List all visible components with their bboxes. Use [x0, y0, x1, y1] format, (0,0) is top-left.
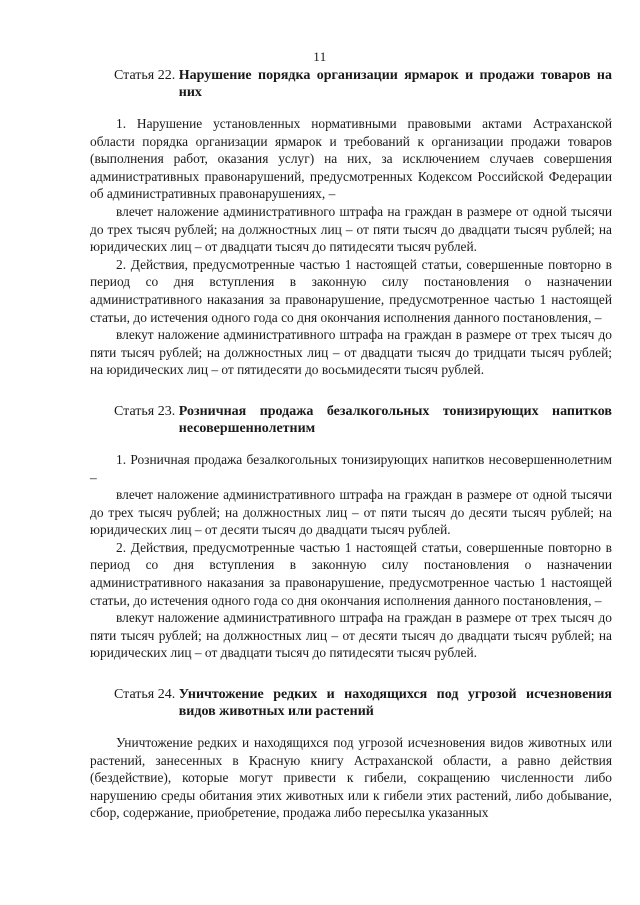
article-number: Статья 23. — [114, 403, 179, 419]
article-paragraph: 2. Действия, предусмотренные частью 1 настоящей статьи, совершенные повторно в период со дня вступления в законную силу постановления о назначении административного наказания за правонарушение, предусмотренное частью 1 настоящей статьи, до истечения одного года со дня окончания исполнения данного постановления, – — [90, 539, 612, 608]
article-paragraph: Уничтожение редких и находящихся под угрозой исчезновения видов животных или растений, занесенных в Красную книгу Астраханской области, а равно действия (бездействие), которые могут привести к гибели, сокращению численности либо нарушению среды обитания этих животных или к гибели этих растений, либо добывание, сбор, содержание, приобретение, продажа либо пересылка указанных — [90, 735, 612, 821]
article-paragraph: влекут наложение административного штрафа на граждан в размере от трех тысяч до пяти тысяч рублей; на должностных лиц – от двадцати тысяч до тридцати тысяч рублей; на юридических лиц – от пятидесяти до восьмидесяти тысяч рублей. — [90, 327, 612, 378]
article-number: Статья 24. — [114, 687, 179, 703]
article-paragraph: влекут наложение административного штрафа на граждан в размере от трех тысяч до пяти тысяч рублей; на должностных лиц – от десяти тысяч до двадцати тысяч рублей; на юридических лиц – от двадцати тысяч до пятидесяти тысяч рублей. — [90, 610, 612, 661]
article-title: Розничная продажа безалкогольных тонизирующих напитков несовершеннолетним — [178, 403, 612, 436]
article-title: Нарушение порядка организации ярмарок и продажи товаров на них — [178, 68, 612, 100]
article-heading — [90, 403, 612, 437]
article-paragraph: 1. Нарушение установленных нормативными правовыми актами Астраханской области порядка организации ярмарок и требований к организации продажи товаров (выполнения работ, оказания услуг) на них, за исключением случаев совершения административных правонарушений, предусмотренных Кодексом Российской Федерации об административных правонарушениях, – — [90, 116, 612, 202]
document-body — [90, 67, 612, 846]
article-number: Статья 22. — [114, 68, 179, 83]
article-heading — [90, 686, 612, 720]
article-title: Уничтожение редких и находящихся под угрозой исчезновения видов животных или растений — [178, 687, 612, 720]
article-paragraph: 2. Действия, предусмотренные частью 1 настоящей статьи, совершенные повторно в период со дня вступления в законную силу постановления о назначении административного наказания за правонарушение, предусмотренное частью 1 настоящей статьи, до истечения одного года со дня окончания исполнения данного постановления, – — [90, 256, 612, 325]
article-heading — [90, 67, 612, 101]
page-number: 11 — [313, 49, 327, 64]
article-24 — [90, 686, 612, 822]
article-paragraph: влечет наложение административного штрафа на граждан в размере от одной тысячи до трех тысяч рублей; на должностных лиц – от пяти тысяч до двадцати тысяч рублей; на юридических лиц – от двадцати тысяч до пятидесяти тысяч рублей. — [90, 203, 612, 255]
article-paragraph: 1. Розничная продажа безалкогольных тонизирующих напитков несовершеннолетним – — [90, 451, 612, 485]
article-23 — [90, 403, 612, 662]
article-22 — [90, 67, 612, 379]
article-paragraph: влечет наложение административного штрафа на граждан в размере от одной тысячи до трех тысяч рублей; на должностных лиц – от пяти тысяч до десяти тысяч рублей; на юридических лиц – от десяти тысяч до двадцати тысяч рублей. — [90, 487, 612, 538]
